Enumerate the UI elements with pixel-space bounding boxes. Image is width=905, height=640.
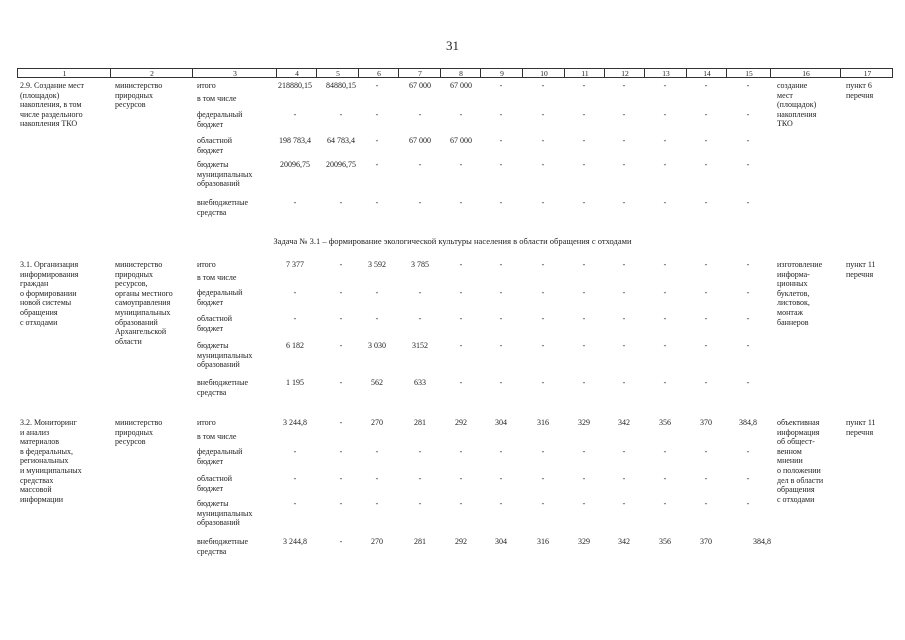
funding-value: 198 783,4 bbox=[279, 136, 311, 145]
funding-value: - bbox=[704, 499, 708, 508]
funding-value: 370 bbox=[700, 418, 712, 427]
funding-value: - bbox=[746, 260, 750, 269]
funding-value: - bbox=[541, 136, 545, 145]
funding-value: - bbox=[375, 110, 379, 119]
funding-value: - bbox=[622, 110, 626, 119]
funding-source-label: внебюджетные bbox=[197, 378, 248, 387]
funding-value: - bbox=[499, 260, 503, 269]
funding-value: - bbox=[663, 288, 667, 297]
funding-source-label: областной bbox=[197, 474, 233, 483]
funding-source-label: федеральный bbox=[197, 447, 243, 456]
funding-value: - bbox=[704, 260, 708, 269]
funding-value: 270 bbox=[371, 537, 383, 546]
funding-value: - bbox=[375, 499, 379, 508]
executor-name: органы местного bbox=[115, 288, 173, 298]
column-header-7: 7 bbox=[418, 69, 422, 78]
funding-value: - bbox=[746, 136, 750, 145]
funding-value: - bbox=[704, 288, 708, 297]
funding-value: 218880,15 bbox=[278, 81, 312, 90]
funding-value: 342 bbox=[618, 418, 630, 427]
funding-value: - bbox=[704, 136, 708, 145]
measure-name: 3.2. Мониторинг bbox=[20, 418, 77, 427]
measure-name: средствах bbox=[20, 475, 54, 485]
funding-value: - bbox=[499, 160, 503, 169]
funding-value: - bbox=[375, 160, 379, 169]
column-header-6: 6 bbox=[377, 69, 381, 78]
funding-value: - bbox=[293, 198, 297, 207]
measure-name: 3.1. Организация bbox=[20, 260, 79, 269]
funding-value: - bbox=[418, 314, 422, 323]
funding-value: - bbox=[339, 260, 343, 269]
funding-value: - bbox=[622, 260, 626, 269]
list-reference: пункт 6 bbox=[846, 81, 872, 90]
funding-value: - bbox=[293, 499, 297, 508]
expected-result: монтаж bbox=[777, 308, 804, 317]
funding-value: - bbox=[499, 81, 503, 90]
funding-value: 1 195 bbox=[286, 378, 304, 387]
funding-value: - bbox=[582, 288, 586, 297]
measure-name: накопления ТКО bbox=[20, 119, 78, 129]
funding-value: - bbox=[339, 418, 343, 427]
measure-name: в федеральных, bbox=[20, 446, 73, 456]
funding-value: - bbox=[622, 136, 626, 145]
funding-source-label: бюджет bbox=[197, 145, 224, 155]
funding-value: - bbox=[746, 378, 750, 387]
funding-source-label: средства bbox=[197, 387, 227, 397]
column-header-14: 14 bbox=[703, 69, 711, 78]
column-header-2: 2 bbox=[150, 69, 154, 78]
funding-value: - bbox=[622, 160, 626, 169]
funding-value: - bbox=[582, 499, 586, 508]
funding-value: 3 030 bbox=[368, 341, 386, 350]
column-header-4: 4 bbox=[295, 69, 299, 78]
funding-value: - bbox=[582, 314, 586, 323]
funding-value: - bbox=[418, 474, 422, 483]
funding-value: - bbox=[459, 260, 463, 269]
funding-value: 292 bbox=[455, 418, 467, 427]
funding-value: - bbox=[339, 198, 343, 207]
funding-value: - bbox=[459, 314, 463, 323]
funding-value: - bbox=[663, 474, 667, 483]
measure-name: обращения bbox=[20, 308, 58, 317]
funding-value: - bbox=[418, 110, 422, 119]
funding-value: - bbox=[746, 314, 750, 323]
funding-value: 84880,15 bbox=[326, 81, 356, 90]
funding-value: - bbox=[541, 260, 545, 269]
list-reference: перечня bbox=[846, 427, 874, 437]
funding-value: 370 bbox=[700, 537, 712, 546]
funding-value: - bbox=[293, 288, 297, 297]
funding-value: 3 244,8 bbox=[283, 537, 307, 546]
funding-value: - bbox=[339, 537, 343, 546]
funding-value: - bbox=[375, 314, 379, 323]
funding-value: - bbox=[459, 198, 463, 207]
executor-name: образований bbox=[115, 317, 158, 327]
expected-result: создание bbox=[777, 81, 808, 90]
funding-value: - bbox=[459, 288, 463, 297]
expected-result: с отходами bbox=[777, 494, 815, 504]
funding-value: - bbox=[582, 160, 586, 169]
funding-source-label: федеральный bbox=[197, 288, 243, 297]
executor-name: ресурсов, bbox=[115, 279, 148, 289]
funding-source-label: средства bbox=[197, 207, 227, 217]
funding-value: - bbox=[375, 136, 379, 145]
funding-value: 562 bbox=[371, 378, 383, 387]
funding-value: 7 377 bbox=[286, 260, 304, 269]
funding-value: - bbox=[663, 198, 667, 207]
measure-name: массовой bbox=[20, 485, 52, 495]
column-header-15: 15 bbox=[745, 69, 753, 78]
funding-value: 304 bbox=[495, 418, 507, 427]
expected-result: мнении bbox=[777, 456, 803, 466]
funding-value: - bbox=[622, 314, 626, 323]
funding-value: - bbox=[622, 474, 626, 483]
funding-value: - bbox=[499, 136, 503, 145]
funding-value: - bbox=[541, 447, 545, 456]
measure-name: информации bbox=[20, 494, 64, 504]
funding-value: - bbox=[418, 447, 422, 456]
funding-source-label: средства bbox=[197, 546, 227, 556]
funding-value: - bbox=[663, 378, 667, 387]
funding-value: - bbox=[622, 499, 626, 508]
funding-source-label: внебюджетные bbox=[197, 198, 248, 207]
funding-value: 3 592 bbox=[368, 260, 386, 269]
executor-name: министерство bbox=[115, 260, 163, 269]
funding-value: - bbox=[746, 160, 750, 169]
funding-value: - bbox=[499, 499, 503, 508]
funding-value: - bbox=[499, 474, 503, 483]
column-header-3: 3 bbox=[233, 69, 237, 78]
funding-value: 329 bbox=[578, 537, 590, 546]
funding-value: - bbox=[746, 341, 750, 350]
funding-value: - bbox=[375, 447, 379, 456]
funding-value: - bbox=[582, 447, 586, 456]
executor-name: муниципальных bbox=[115, 308, 171, 317]
measure-name: числе раздельного bbox=[20, 109, 83, 119]
funding-value: - bbox=[582, 136, 586, 145]
funding-value: - bbox=[746, 474, 750, 483]
executor-name: области bbox=[115, 336, 142, 346]
funding-value: - bbox=[582, 341, 586, 350]
page-number: 31 bbox=[446, 38, 459, 53]
funding-value: - bbox=[582, 474, 586, 483]
column-header-17: 17 bbox=[863, 69, 872, 78]
funding-value: 633 bbox=[414, 378, 426, 387]
funding-source-label: муниципальных bbox=[197, 169, 253, 179]
expected-result: ТКО bbox=[777, 119, 793, 129]
column-header-12: 12 bbox=[621, 69, 629, 78]
executor-name: самоуправления bbox=[115, 298, 171, 308]
funding-value: - bbox=[622, 81, 626, 90]
funding-value: - bbox=[339, 378, 343, 387]
funding-value: - bbox=[459, 378, 463, 387]
funding-source-label: в том числе bbox=[197, 273, 237, 282]
measure-name: граждан bbox=[20, 279, 49, 289]
expected-result: обращения bbox=[777, 485, 815, 495]
column-header-11: 11 bbox=[581, 69, 589, 78]
funding-value: - bbox=[375, 81, 379, 90]
funding-value: 6 182 bbox=[286, 341, 304, 350]
column-header-1: 1 bbox=[62, 69, 67, 78]
funding-value: - bbox=[459, 499, 463, 508]
funding-value: 356 bbox=[659, 537, 671, 546]
funding-source-label: в том числе bbox=[197, 432, 237, 441]
funding-value: - bbox=[663, 341, 667, 350]
funding-value: - bbox=[746, 288, 750, 297]
funding-value: - bbox=[499, 314, 503, 323]
funding-value: - bbox=[746, 81, 750, 90]
funding-value: - bbox=[663, 160, 667, 169]
list-reference: перечня bbox=[846, 269, 874, 279]
task-heading: Задача № 3.1 – формирование экологической культуры населения в области обращения с отходами bbox=[273, 236, 632, 246]
executor-name: природных bbox=[115, 269, 154, 279]
expected-result: информация bbox=[777, 427, 820, 437]
funding-source-label: муниципальных bbox=[197, 350, 253, 360]
funding-value: 3 244,8 bbox=[283, 418, 307, 427]
funding-value: 304 bbox=[495, 537, 507, 546]
funding-source-label: итого bbox=[197, 418, 216, 427]
funding-value: - bbox=[459, 474, 463, 483]
funding-value: - bbox=[541, 378, 545, 387]
funding-value: - bbox=[541, 474, 545, 483]
funding-value: - bbox=[622, 378, 626, 387]
funding-value: 281 bbox=[414, 418, 426, 427]
funding-value: - bbox=[499, 341, 503, 350]
expected-result: венном bbox=[777, 446, 802, 456]
funding-value: - bbox=[418, 499, 422, 508]
funding-value: - bbox=[622, 288, 626, 297]
funding-value: - bbox=[746, 499, 750, 508]
funding-value: - bbox=[418, 198, 422, 207]
funding-value: - bbox=[663, 110, 667, 119]
expected-result: листовок, bbox=[777, 298, 810, 308]
funding-value: 329 bbox=[578, 418, 590, 427]
funding-value: - bbox=[541, 341, 545, 350]
funding-value: - bbox=[499, 378, 503, 387]
funding-value: - bbox=[622, 198, 626, 207]
funding-value: 3 785 bbox=[411, 260, 429, 269]
funding-value: 292 bbox=[455, 537, 467, 546]
expected-result: буклетов, bbox=[777, 288, 810, 298]
funding-value: - bbox=[459, 341, 463, 350]
list-reference: пункт 11 bbox=[846, 260, 876, 269]
funding-value: - bbox=[293, 110, 297, 119]
funding-value: - bbox=[339, 314, 343, 323]
executor-name: природных bbox=[115, 90, 154, 100]
expected-result: дел в области bbox=[777, 475, 824, 485]
measure-name: 2.9. Создание мест bbox=[20, 81, 84, 90]
funding-value: - bbox=[622, 447, 626, 456]
funding-value: - bbox=[582, 110, 586, 119]
funding-value: 67 000 bbox=[450, 81, 472, 90]
funding-source-label: бюджет bbox=[197, 456, 224, 466]
measure-name: и анализ bbox=[20, 427, 50, 437]
funding-value: - bbox=[663, 81, 667, 90]
expected-result: о положении bbox=[777, 466, 821, 475]
funding-value: - bbox=[663, 260, 667, 269]
funding-value: 384,8 bbox=[739, 418, 757, 427]
measure-name: материалов bbox=[20, 437, 60, 447]
column-header-8: 8 bbox=[459, 69, 463, 78]
funding-value: - bbox=[339, 110, 343, 119]
funding-source-label: бюджеты bbox=[197, 341, 229, 350]
funding-value: 316 bbox=[537, 418, 549, 427]
column-header-10: 10 bbox=[540, 69, 548, 78]
funding-value: - bbox=[704, 341, 708, 350]
funding-value: - bbox=[746, 198, 750, 207]
funding-value: - bbox=[459, 447, 463, 456]
funding-value: 67 000 bbox=[409, 136, 431, 145]
funding-source-label: итого bbox=[197, 260, 216, 269]
funding-value: - bbox=[339, 341, 343, 350]
funding-value: - bbox=[375, 198, 379, 207]
funding-value: 20096,75 bbox=[280, 160, 310, 169]
funding-source-label: муниципальных bbox=[197, 508, 253, 518]
expected-result: объективная bbox=[777, 418, 820, 427]
funding-value: - bbox=[418, 160, 422, 169]
funding-value: - bbox=[499, 288, 503, 297]
funding-value: - bbox=[582, 260, 586, 269]
funding-source-label: итого bbox=[197, 81, 216, 90]
measure-name: о формировании bbox=[20, 288, 77, 298]
funding-value: - bbox=[459, 110, 463, 119]
funding-value: - bbox=[582, 198, 586, 207]
funding-value: - bbox=[704, 81, 708, 90]
measure-name: накопления, в том bbox=[20, 100, 82, 110]
funding-value: 67 000 bbox=[450, 136, 472, 145]
funding-value: 67 000 bbox=[409, 81, 431, 90]
funding-value: 3152 bbox=[412, 341, 428, 350]
funding-value: - bbox=[704, 474, 708, 483]
funding-value: 342 bbox=[618, 537, 630, 546]
expected-result: ционных bbox=[777, 279, 808, 289]
funding-value: - bbox=[582, 378, 586, 387]
measure-name: и муниципальных bbox=[20, 466, 82, 475]
funding-value: - bbox=[622, 341, 626, 350]
funding-value: - bbox=[499, 447, 503, 456]
funding-source-label: областной bbox=[197, 136, 233, 145]
funding-source-label: бюджет bbox=[197, 323, 224, 333]
funding-value: - bbox=[418, 288, 422, 297]
funding-value: - bbox=[663, 314, 667, 323]
column-header-5: 5 bbox=[336, 69, 340, 78]
funding-value: 316 bbox=[537, 537, 549, 546]
list-reference: пункт 11 bbox=[846, 418, 876, 427]
funding-value: - bbox=[499, 198, 503, 207]
funding-source-label: бюджеты bbox=[197, 160, 229, 169]
list-reference: перечня bbox=[846, 90, 874, 100]
measure-name: с отходами bbox=[20, 317, 58, 327]
funding-value: 64 783,4 bbox=[327, 136, 355, 145]
expected-result: информа- bbox=[777, 269, 810, 279]
funding-source-label: федеральный bbox=[197, 110, 243, 119]
funding-value: - bbox=[293, 447, 297, 456]
funding-value: - bbox=[541, 110, 545, 119]
column-header-13: 13 bbox=[662, 69, 670, 78]
expected-result: (площадок) bbox=[777, 100, 817, 110]
funding-source-label: бюджет bbox=[197, 297, 224, 307]
funding-source-label: внебюджетные bbox=[197, 537, 248, 546]
funding-value: - bbox=[704, 160, 708, 169]
funding-value: - bbox=[704, 378, 708, 387]
funding-value: - bbox=[541, 499, 545, 508]
expected-result: об общест- bbox=[777, 437, 815, 447]
funding-value: - bbox=[746, 110, 750, 119]
expected-result: изготовление bbox=[777, 260, 823, 269]
expected-result: баннеров bbox=[777, 317, 809, 327]
column-header-16: 16 bbox=[802, 69, 810, 78]
funding-value: - bbox=[375, 474, 379, 483]
funding-value: 384,8 bbox=[753, 537, 771, 546]
expected-result: накопления bbox=[777, 109, 817, 119]
funding-value: - bbox=[339, 499, 343, 508]
funding-value: - bbox=[339, 447, 343, 456]
funding-value: - bbox=[459, 160, 463, 169]
funding-value: 20096,75 bbox=[326, 160, 356, 169]
funding-source-label: бюджет bbox=[197, 119, 224, 129]
funding-value: - bbox=[582, 81, 586, 90]
funding-value: - bbox=[339, 288, 343, 297]
executor-name: ресурсов bbox=[115, 437, 146, 447]
funding-value: - bbox=[375, 288, 379, 297]
measure-name: новой системы bbox=[20, 298, 72, 308]
funding-value: 270 bbox=[371, 418, 383, 427]
funding-value: - bbox=[541, 288, 545, 297]
funding-value: - bbox=[663, 447, 667, 456]
expected-result: мест bbox=[777, 90, 793, 100]
funding-value: - bbox=[541, 160, 545, 169]
funding-value: - bbox=[704, 110, 708, 119]
funding-source-label: бюджет bbox=[197, 483, 224, 493]
measure-name: (площадок) bbox=[20, 90, 60, 100]
column-header-9: 9 bbox=[500, 69, 504, 78]
funding-source-label: образований bbox=[197, 518, 240, 528]
funding-value: - bbox=[746, 447, 750, 456]
measure-name: региональных bbox=[20, 456, 69, 466]
funding-value: - bbox=[704, 447, 708, 456]
funding-value: - bbox=[704, 198, 708, 207]
funding-value: 356 bbox=[659, 418, 671, 427]
funding-value: - bbox=[541, 314, 545, 323]
funding-value: - bbox=[293, 314, 297, 323]
measure-name: информирования bbox=[20, 269, 79, 279]
funding-value: - bbox=[499, 110, 503, 119]
funding-source-label: бюджеты bbox=[197, 499, 229, 508]
executor-name: министерство bbox=[115, 81, 163, 90]
funding-value: - bbox=[541, 81, 545, 90]
executor-name: природных bbox=[115, 427, 154, 437]
executor-name: министерство bbox=[115, 418, 163, 427]
executor-name: Архангельской bbox=[115, 327, 167, 337]
funding-source-label: образований bbox=[197, 360, 240, 370]
funding-source-label: образований bbox=[197, 179, 240, 189]
funding-source-label: областной bbox=[197, 314, 233, 323]
funding-value: - bbox=[704, 314, 708, 323]
funding-source-label: в том числе bbox=[197, 94, 237, 103]
funding-value: - bbox=[663, 136, 667, 145]
funding-value: - bbox=[339, 474, 343, 483]
executor-name: ресурсов bbox=[115, 100, 146, 110]
funding-value: 281 bbox=[414, 537, 426, 546]
funding-value: - bbox=[541, 198, 545, 207]
funding-value: - bbox=[293, 474, 297, 483]
funding-value: - bbox=[663, 499, 667, 508]
